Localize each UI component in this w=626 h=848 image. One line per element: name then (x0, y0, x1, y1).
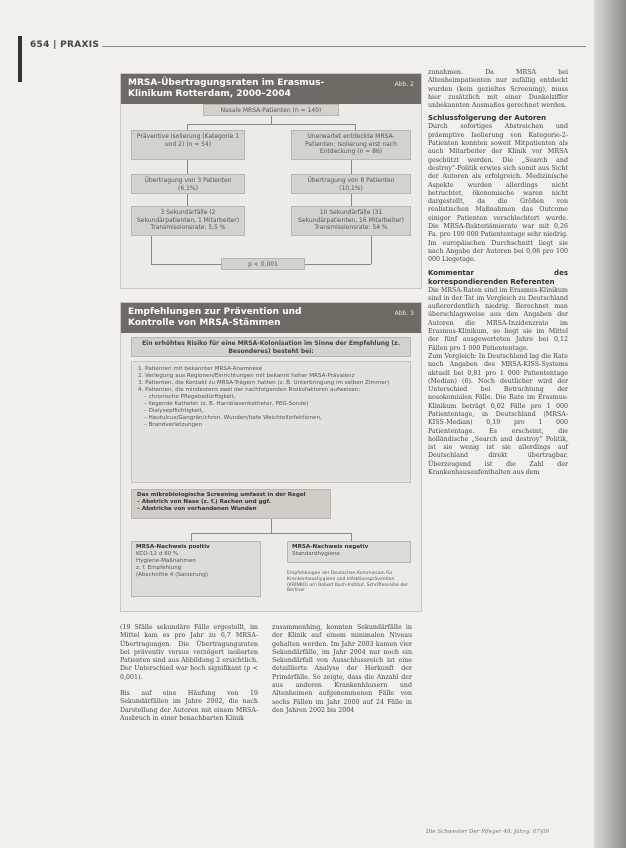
page-edge-shadow (594, 0, 626, 848)
edge (351, 194, 352, 206)
positive-item: (Abschnitte 4 (Sanierung) (136, 572, 208, 578)
page-header (30, 40, 590, 54)
right-column (428, 69, 568, 477)
edge (371, 236, 372, 264)
positive-result-box (131, 541, 261, 597)
figure-2 (120, 73, 422, 289)
right-node: Unerwartet entdeckte MRSA-Patienten: Isolierung erst nach Entdeckung (n = 86) (291, 130, 411, 160)
right-result-node: 10 Sekundärfälle (31 Sekundärpatienten, 16 Mitarbeiter) Transmissionsrate: 54 % (291, 206, 411, 236)
risk-item: – liegende Katheter (z. B. Harnblasenkatheter, PEG-Sonde) (144, 401, 309, 407)
screening-item: – Abstriche von vorhandenen Wunden (137, 506, 257, 512)
edge (191, 533, 351, 534)
right-exposure-node: Übertragung von 8 Patienten (10,1%) (291, 174, 411, 194)
paragraph: (19 Sfälle sekundäre Fälle ergestellt, im Mittel kam es pro Jahr zu 6,7 MRSA-Übertragungen. Die Übertragungsraten bei präventiv versus verzögert isolierten Patienten sind aus Abbildung 2 ersichtlich. Der Unterschied war hoch signifikant (p < 0,001). (120, 624, 258, 681)
positive-item: z. f. Empfehlung (136, 565, 182, 571)
figure-3 (120, 302, 422, 612)
risk-item: 4. Patienten, die mindestens zwei der nachfolgenden Risikofaktoren aufweisen: (138, 387, 361, 393)
risk-heading: Ein erhöhtes Risiko für eine MRSA-Kolonisation im Sinne der Empfehlung (z. Besonderes) besteht bei: (131, 337, 411, 357)
paragraph: Zum Vergleich: In Deutschland lag die Rate nach Angaben des MRSA-KISS-Systems aktuell bei 0,81 pro 1 000 Patiententage (Median) (6). Noch deutlicher wird der Unterschied bei Betrachtung der nosokomialen Fälle. Die Rate im Erasmus-Klinikum beträgt 0,02 Fälle pro 1 000 Patiententage, in Deutschland (MRSA-KISS-Median) 0,19 pro 1 000 Patiententage. Es erscheint, die holländische „Search and destroy“ Politik, ist sie wenig ist sie allerdings auf Deutschland direkt übertragbar. Überzeugend ist die Zahl der Krankenhausaufenthalten aus dem (428, 352, 568, 477)
edge (191, 533, 192, 541)
header-rule (102, 46, 586, 47)
edge (187, 124, 355, 125)
screening-box (131, 489, 331, 519)
figure-3-title: Empfehlungen zur Prävention und Kontrolle von MRSA-Stämmen Abb. 3 (121, 303, 421, 333)
p-value-node: p < 0,001 (221, 258, 305, 270)
negative-item: Standardhygiene (292, 551, 340, 557)
screening-item: – Abstrich von Nase (z. f.) Rachen und ggf. (137, 499, 271, 505)
positive-item: KCO-12 d 80 % (136, 551, 179, 557)
negative-title: MRSA-Nachweis negativ (292, 544, 369, 550)
edge (151, 236, 152, 264)
section-heading: Schlussfolgerung der Autoren (428, 114, 547, 123)
risk-item: 3. Patienten, die Kontakt zu MRSA-Trägern hatten (z. B. Unterbringung im selben Zimmer) (138, 380, 390, 386)
middle-column (272, 624, 412, 715)
figure-3-label: Abb. 3 (394, 310, 414, 317)
page-number-label: 654 | PRAXIS (30, 40, 100, 50)
edge (351, 533, 352, 541)
figure-2-title: MRSA-Übertragungsraten im Erasmus-Klinikum Rotterdam, 2000–2004 Abb. 2 (121, 74, 421, 104)
figure-3-caption: Empfehlungen der Deutschen Kommission für Krankenhaushygiene und Infektionsprävention (KRINKO) am Robert Koch-Institut, Schriftenreihe der Berliner (287, 571, 409, 594)
risk-item: 2. Verlegung aus Regionen/Einrichtungen mit bekannt hoher MRSA-Prävalenz (138, 373, 355, 379)
risk-item: 1. Patienten mit bekannter MRSA-Anamnese (138, 366, 263, 372)
left-exposure-node: Übertragung von 3 Patienten (6,1%) (131, 174, 245, 194)
paragraph: zusammenhing, konnten Sekundärfälle in der Klinik auf einem minimalen Niveau gehalten werden. Im Jahr 2003 kamen vier Sekundärfälle, im Jahr 2004 nur noch ein Sekundärfall von Ausschlussreich ist eine detaillierte Analyse der Herkunft der Primärfälle. So zeigte, dass die Anzahl der aus anderen Krankenhäusern und Altenheimen aufgenommenen Fälle von sechs Fällen im Jahr 2000 auf 24 Fälle in den Jahren 2002 bis 2004 (272, 624, 412, 714)
section-heading: Kommentar des korrespondierenden Referenten (428, 268, 568, 286)
left-column (120, 624, 258, 723)
left-node: Präventive Isolierung (Kategorie 1 und 2) (n = 54) (131, 130, 245, 160)
figure-2-label: Abb. 2 (394, 81, 414, 88)
edge (187, 194, 188, 206)
risk-item: – Dialysepflichtigkeit, (144, 408, 204, 414)
edge (271, 116, 272, 124)
left-result-node: 3 Sekundärfälle (2 Sekundärpatienten, 1 Mitarbeiter) Transmissionsrate: 5,5 % (131, 206, 245, 236)
risk-item: – Brandverletzungen (144, 422, 203, 428)
risk-item: – chronische Pflegebedürftigkeit, (144, 394, 236, 400)
page-footer: Die Schwester Der Pfleger 48. Jahrg. 07|09 (426, 829, 550, 835)
screening-heading: Das mikrobiologische Screening umfasst in der Regel (137, 492, 306, 498)
edge (351, 160, 352, 174)
risk-list (131, 361, 411, 483)
paragraph: Bis auf eine Häufung von 19 Sekundärfällen im Jahre 2002, die nach Darstellung der Autoren mit einem MRSA-Ausbruch in einer benachbarten Klinik (120, 690, 258, 722)
binding-edge-mark (18, 36, 22, 82)
edge (187, 160, 188, 174)
paragraph: Die MRSA-Raten sind im Erasmus-Klinikum sind in der Tat im Vergleich zu Deutschland außerordentlich niedrig. Berechnet man überschlagsweise aus den Angaben der Autoren die MRSA-Inzidenzrate im Erasmus-Klinikum, so liegt sie im Mittel der fünf ausgewerteten Jahre bei 0,12 Fällen pro 1 000 Patiententage. (428, 286, 568, 352)
positive-item: Hygiene-Maßnahmen (136, 558, 196, 564)
paragraph: zunahmen. Da MRSA bei Altenheimpatienten nur zufällig entdeckt wurden (kein gezieltes Screening), muss hier zusätzlich mit einer Dunkelziffer unbekannten Ausmaßes gerechnet werden. (428, 69, 568, 110)
paragraph: Durch sofortiges Abstreichen und präemptive Isolierung von Kategorie-2-Patienten konnten soweit Mitpatienten als auch Mitarbeiter der Klinik vor MRSA geschützt werden. Die „Search and destroy“-Politik erwies sich somit aus Sicht der Autoren als erfolgreich. Medizinische Aspekte wurden allerdings nicht betrachtet, ökonomische waren nicht dargestellt, da die Größen von realistischen Maßnahmen das Outcome einiger Patienten verschlechtert wurde. Die MRSA-Bakteriämierate war mit 0,26 Fa. pro 100 000 Patiententage sehr niedrig. Im europäischen Durchschnitt liegt sie nach Angabe der Autoren bei 0,08 pro 100 000 Liegetage. (428, 123, 568, 264)
risk-item: – Hautulcus/Gangrän/chron. Wunden/tiefe Weichteilinfektionen, (144, 415, 322, 421)
top-node: Nasale MRSA-Patienten (n = 140) (203, 104, 339, 116)
positive-title: MRSA-Nachweis positiv (136, 544, 210, 550)
edge (271, 519, 272, 533)
negative-result-box (287, 541, 411, 563)
